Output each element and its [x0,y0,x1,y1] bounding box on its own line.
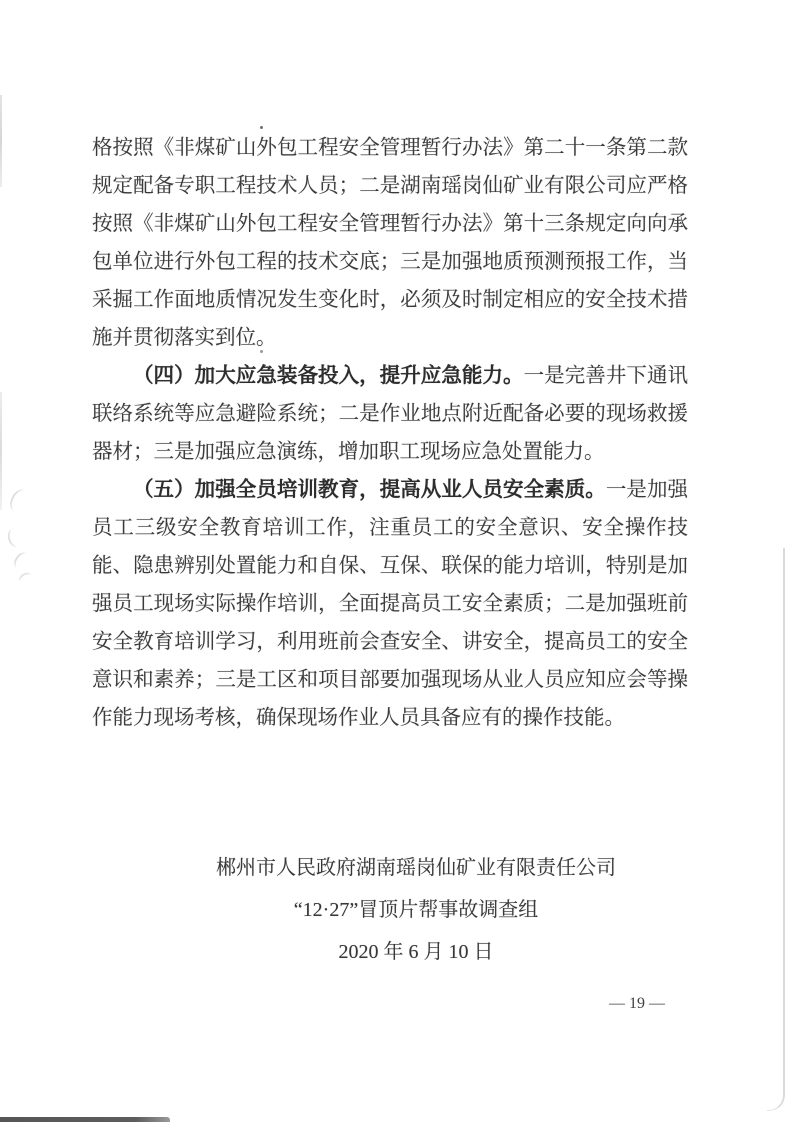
paragraph-text: 一是完善井下通讯联络系统等应急避险系统；二是作业地点附近配备必要的现场救援器材；三是加强应急演练，增加职工现场应急处置能力。 [92,365,689,463]
scan-smudge-artifact [17,570,35,587]
paragraph-section-4 [92,357,688,471]
section-heading: （五）加强全员培训教育，提高从业人员安全素质。 [133,479,606,501]
scan-edge-artifact-bottom [0,1117,170,1122]
scan-smudge-artifact [6,526,25,548]
document-body [92,129,688,737]
signature-block [96,847,736,973]
scan-page-edge-right [767,548,785,1111]
signature-organization: 郴州市人民政府湖南瑶岗仙矿业有限责任公司 [216,857,616,879]
signature-date: 2020 年 6 月 10 日 [338,941,494,963]
paragraph-continuation [92,129,688,357]
scan-edge-artifact-left-mid [0,392,2,510]
paragraph-text: 一是加强员工三级安全教育培训工作，注重员工的安全意识、安全操作技能、隐患辨别处置能力和自保、互保、联保的能力培训，特别是加强员工现场实际操作培训，全面提高员工安全素质；二是加强班前安全教育培训学习，利用班前会查安全、讲安全，提高员工的安全意识和素养；三是工区和项目部要加强现场从业人员应知应会等操作能力现场考核，确保现场作业人员具备应有的操作技能。 [92,479,689,729]
paragraph-section-5 [92,471,688,737]
signature-investigation-group: “12·27”冒顶片帮事故调查组 [293,899,539,921]
section-heading: （四）加大应急装备投入，提升应急能力。 [133,365,524,387]
page-number: — 19 — [609,995,665,1012]
scan-edge-artifact-left-top [0,95,2,187]
paragraph-text: 格按照《非煤矿山外包工程安全管理暂行办法》第二十一条第二款规定配备专职工程技术人员；二是湖南瑶岗仙矿业有限公司应严格按照《非煤矿山外包工程安全管理暂行办法》第十三条规定向向承包单位进行外包工程的技术交底；三是加强地质预测预报工作，当采掘工作面地质情况发生变化时，必须及时制定相应的安全技术措施并贯彻落实到位。 [92,137,688,349]
scan-smudge-artifact [11,550,33,573]
scan-smudge-artifact [6,486,33,516]
